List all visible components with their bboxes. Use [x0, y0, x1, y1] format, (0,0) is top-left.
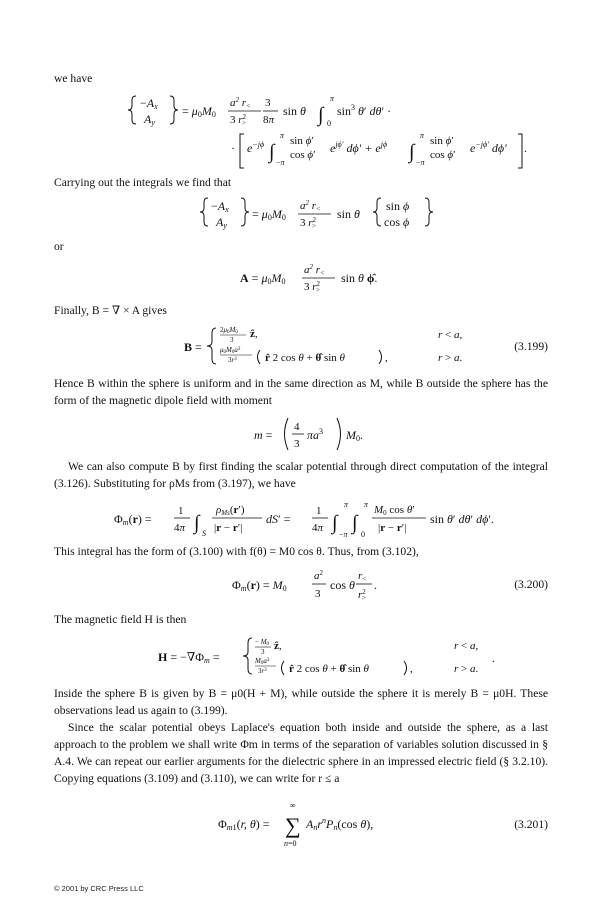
svg-text:3r3: $3r^3$	[258, 667, 267, 675]
svg-text:M0 cos θ′: M0 cos θ′	[374, 504, 415, 517]
svg-text:−π: −π	[416, 158, 425, 167]
svg-text:ẑ,: ẑ,	[274, 640, 282, 652]
svg-text:|r − r′|: |r − r′|	[214, 522, 243, 534]
equation-number-3-199: (3.199)	[514, 340, 548, 353]
svg-text:B =: B =	[184, 340, 202, 354]
svg-text:1: 1	[178, 505, 184, 517]
svg-text:a2 r<: $a^2$ r<	[300, 199, 321, 213]
svg-text:M0.: M0.	[346, 428, 363, 443]
svg-text:πa3: $\pi a^3$	[307, 427, 324, 442]
paragraph-inside-sphere: Inside the sphere B is given by B = μ0(H + M), while outside the sphere it is merely B = μ0H. These observations lead us again to (3.199).	[54, 687, 548, 717]
svg-text:e−jϕ: $e^{-j\phi}$	[247, 140, 265, 155]
svg-text:r̂ 2 cos θ + θ̂ sin θ: r̂ 2 cos θ + θ̂ sin θ	[289, 663, 369, 675]
svg-text:μ0M0a3: $\mu 0M0a^3$	[220, 346, 241, 355]
svg-text:∫: ∫	[318, 104, 324, 126]
svg-text:0: 0	[327, 119, 331, 128]
svg-text:sin3 θ′ dθ′ ·: $\sin^3 \theta'$ dθ′ ·	[337, 103, 392, 118]
svg-text:a2: $a^2$	[314, 569, 323, 582]
svg-text:π: π	[330, 94, 335, 103]
svg-text:sin ϕ′: sin ϕ′	[430, 135, 454, 147]
svg-text:∑: ∑	[285, 813, 301, 838]
svg-text:ẑ,: ẑ,	[250, 328, 258, 340]
svg-text:.: .	[374, 578, 377, 592]
svg-text:m =: m =	[254, 428, 273, 442]
svg-text:−π: −π	[276, 158, 285, 167]
svg-text:sin ϕ′: sin ϕ′	[290, 135, 314, 147]
equation-3-199	[54, 324, 548, 370]
svg-text:−Ax: −Ax	[140, 96, 158, 111]
equation-scalar-potential-integral	[54, 496, 548, 542]
equation-dipole-moment	[54, 412, 548, 456]
svg-text:r2>: $r^2$ >	[358, 588, 366, 602]
svg-text:∞: ∞	[290, 801, 296, 810]
svg-text:sin θ′ dθ′ dϕ′.: sin θ′ dθ′ dϕ′.	[430, 512, 494, 526]
copyright-footer: © 2001 by CRC Press LLC	[54, 884, 144, 893]
svg-text:S: S	[202, 529, 206, 538]
svg-text:8π: 8π	[263, 114, 275, 126]
svg-text:3: 3	[265, 97, 271, 109]
svg-text:π: π	[344, 500, 349, 509]
svg-text:2μ0M0: 2μ0M0	[220, 326, 238, 335]
svg-text:π: π	[280, 131, 285, 140]
svg-text:3: 3	[315, 588, 321, 600]
svg-text:r<: r<	[358, 570, 367, 583]
svg-text:1: 1	[316, 505, 322, 517]
svg-text:r̂ 2 cos θ + θ̂ sin θ: r̂ 2 cos θ + θ̂ sin θ	[265, 352, 345, 364]
svg-text:e−jϕ′ dϕ′: $e^{-j\phi'}$ dϕ′	[470, 140, 507, 155]
svg-text:r > a.: r > a.	[454, 663, 479, 675]
svg-text:a2 r<: $a^2$ r<	[230, 96, 251, 110]
svg-text:·: ·	[231, 141, 235, 155]
svg-text:3: 3	[261, 648, 265, 656]
svg-text:|r − r′|: |r − r′|	[378, 522, 407, 534]
svg-text:ρMs(r′): ρMs(r′)	[216, 504, 245, 517]
paragraph-magnetic-field-h: The magnetic field H is then	[54, 613, 187, 626]
svg-text:π: π	[420, 131, 425, 140]
svg-text:M0a3: $M0a^3$	[255, 657, 270, 666]
svg-text:4π: 4π	[312, 522, 324, 534]
svg-text:Φm(r) =: Φm(r) =	[114, 512, 152, 527]
svg-text:Φm1(r, θ) =: Φm1(r, θ) =	[218, 817, 270, 832]
svg-text:A = μ0M0: A = μ0M0	[240, 271, 286, 286]
svg-text:a2 r<: $a^2$ r<	[304, 263, 325, 277]
equation-vector-potential-result	[54, 192, 548, 236]
svg-text:sin θ: sin θ	[283, 104, 306, 118]
svg-text:cos θ: cos θ	[330, 578, 355, 592]
svg-text:3 r2>: 3 $r^2$ >	[304, 280, 321, 294]
svg-text:.: .	[524, 141, 527, 155]
svg-text:cos ϕ′: cos ϕ′	[290, 149, 316, 161]
svg-text:AnrnPn(cos θ),: Anr$^n$Pn(cos θ),	[306, 816, 374, 832]
svg-text:∫: ∫	[409, 141, 415, 163]
svg-text:3 r2>: 3 $r^2$ >	[300, 216, 317, 230]
svg-text:.: .	[492, 653, 495, 665]
svg-text:∫: ∫	[332, 512, 338, 534]
svg-text:dS′ =: dS′ =	[266, 512, 291, 526]
equation-3-200	[54, 562, 548, 608]
svg-text:,: ,	[410, 663, 413, 675]
svg-text:3: 3	[230, 336, 234, 344]
svg-text:∫: ∫	[194, 512, 200, 534]
paragraph-integral-form: This integral has the form of (3.100) with f(θ) = M0 cos θ. Thus, from (3.102),	[54, 545, 419, 558]
equation-3-201	[54, 800, 548, 850]
svg-text:∫: ∫	[352, 512, 358, 534]
svg-text:= μ0M0: = μ0M0	[252, 207, 286, 222]
paragraph-we-have: we have	[54, 72, 93, 85]
equation-number-3-200: (3.200)	[514, 578, 548, 591]
equation-number-3-201: (3.201)	[514, 818, 548, 831]
svg-text:0: 0	[361, 530, 365, 539]
svg-text:Ay: Ay	[216, 215, 227, 230]
svg-text:cos ϕ′: cos ϕ′	[430, 149, 456, 161]
svg-text:∫: ∫	[269, 141, 275, 163]
svg-text:Φm(r) = M0: Φm(r) = M0	[232, 578, 287, 593]
svg-text:sin θ ϕ̂.: sin θ ϕ̂.	[341, 271, 378, 285]
svg-text:,: ,	[385, 352, 388, 364]
svg-text:−Ax: −Ax	[211, 199, 229, 214]
svg-text:= μ0M0: = μ0M0	[182, 104, 216, 119]
svg-text:3r3: $3r^3$	[228, 356, 237, 364]
svg-text:Ay: Ay	[144, 112, 155, 127]
svg-text:ejϕ′ dϕ′ + ejϕ: $e^{j\phi'}$ $d\phi' + e^{j\phi}$	[330, 140, 388, 155]
svg-text:− M0: − M0	[255, 638, 270, 647]
paragraph-carrying-out: Carrying out the integrals we find that	[54, 176, 232, 189]
svg-text:4: 4	[294, 421, 300, 433]
paragraph-hence: Hence B within the sphere is uniform and in the same direction as M, while B outside the sphere has the form of the magnetic dipole field with moment	[54, 377, 548, 407]
svg-text:r < a,: r < a,	[454, 640, 479, 652]
svg-text:3 r2>: 3 $r^2$ >	[230, 113, 247, 127]
svg-text:sin ϕ: sin ϕ	[386, 199, 410, 213]
equation-vector-potential-integral	[54, 90, 548, 170]
svg-text:H = −∇Φm =: H = −∇Φm =	[158, 650, 220, 665]
svg-text:4π: 4π	[174, 522, 186, 534]
svg-text:π: π	[364, 500, 369, 509]
equation-vector-potential-phi	[54, 256, 548, 300]
svg-text:3: 3	[294, 438, 300, 450]
paragraph-laplace: Since the scalar potential obeys Laplace's equation both inside and outside the sphere, as a last approach to the problem we shall write Φm in terms of the separation of variables solution discussed in § A.4. We can repeat our earlier arguments for the dielectric sphere in an impressed electric field (§ 3.2.10). Copying equations (3.109) and (3.110), we can write for r ≤ a	[54, 721, 548, 785]
paragraph-scalar-potential: We can also compute B by first finding the scalar potential through direct computation of the integral (3.126). Substituting for ρMs from (3.197), we have	[54, 460, 548, 490]
svg-text:−π: −π	[339, 530, 348, 539]
svg-text:sin θ: sin θ	[337, 207, 360, 221]
svg-text:r > a.: r > a.	[438, 352, 463, 364]
paragraph-finally: Finally, B = ∇ × A gives	[54, 304, 167, 317]
equation-magnetic-field-h	[54, 634, 548, 680]
svg-text:r < a,: r < a,	[438, 329, 463, 341]
paragraph-or: or	[54, 240, 64, 253]
svg-text:n=0: n=0	[284, 839, 297, 848]
svg-text:cos ϕ: cos ϕ	[384, 215, 410, 229]
